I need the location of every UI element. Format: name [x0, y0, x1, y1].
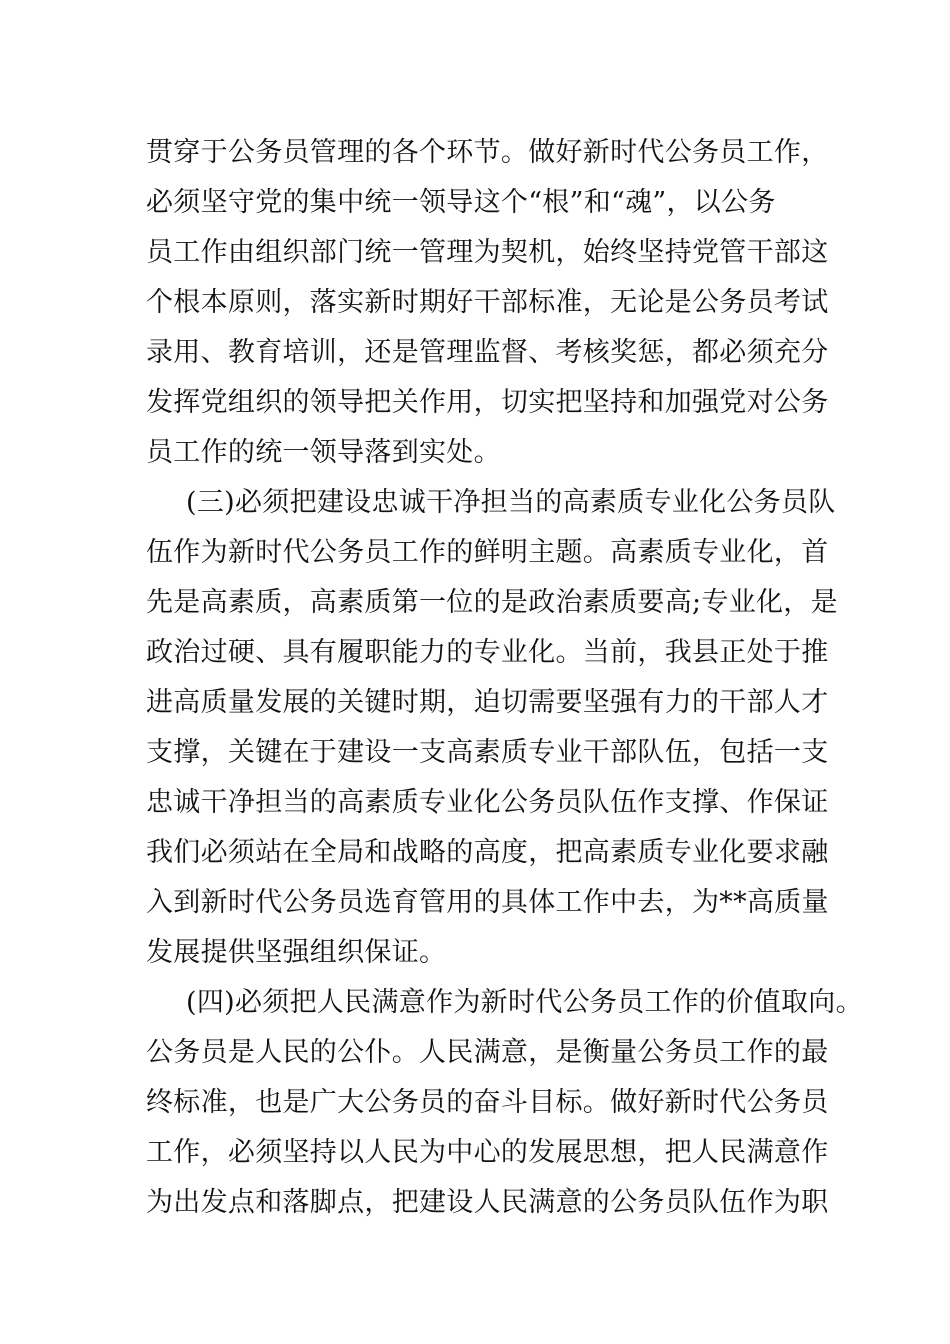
text-line: 伍作为新时代公务员工作的鲜明主题。高素质专业化，首 — [146, 537, 829, 568]
text-line: 必须坚守党的集中统一领导这个“根”和“魂”，以公务 — [146, 187, 776, 218]
text-line: 支撑，关键在于建设一支高素质专业干部队伍，包括一支 — [146, 737, 829, 768]
text-line: 员工作由组织部门统一管理为契机，始终坚持党管干部这 — [146, 237, 829, 268]
text-line: 先是高素质，高素质第一位的是政治素质要高;专业化，是 — [146, 587, 838, 618]
text-line: 发展提供坚强组织保证。 — [146, 937, 447, 968]
paragraph-heading-line: (三)必须把建设忠诚干净担当的高素质专业化公务员队 — [186, 487, 836, 518]
text-line: 为出发点和落脚点，把建设人民满意的公务员队伍作为职 — [146, 1187, 829, 1218]
text-line: 员工作的统一领导落到实处。 — [146, 437, 501, 468]
text-line: 公务员是人民的公仆。人民满意，是衡量公务员工作的最 — [146, 1037, 829, 1068]
paragraph-heading-line: (四)必须把人民满意作为新时代公务员工作的价值取向。 — [186, 987, 863, 1018]
text-line: 录用、教育培训，还是管理监督、考核奖惩，都必须充分 — [146, 337, 829, 368]
text-line: 贯穿于公务员管理的各个环节。做好新时代公务员工作， — [146, 137, 829, 168]
text-line: 工作，必须坚持以人民为中心的发展思想，把人民满意作 — [146, 1137, 829, 1168]
text-line: 发挥党组织的领导把关作用，切实把坚持和加强党对公务 — [146, 387, 829, 418]
text-line: 政治过硬、具有履职能力的专业化。当前，我县正处于推 — [146, 637, 829, 668]
text-line: 忠诚干净担当的高素质专业化公务员队伍作支撑、作保证 — [146, 787, 829, 818]
text-line: 终标准，也是广大公务员的奋斗目标。做好新时代公务员 — [146, 1087, 829, 1118]
text-line: 我们必须站在全局和战略的高度，把高素质专业化要求融 — [146, 837, 829, 868]
text-line: 个根本原则，落实新时期好干部标准，无论是公务员考试 — [146, 287, 829, 318]
text-line: 进高质量发展的关键时期，迫切需要坚强有力的干部人才 — [146, 687, 829, 718]
text-line: 入到新时代公务员选育管用的具体工作中去，为**高质量 — [146, 887, 829, 918]
